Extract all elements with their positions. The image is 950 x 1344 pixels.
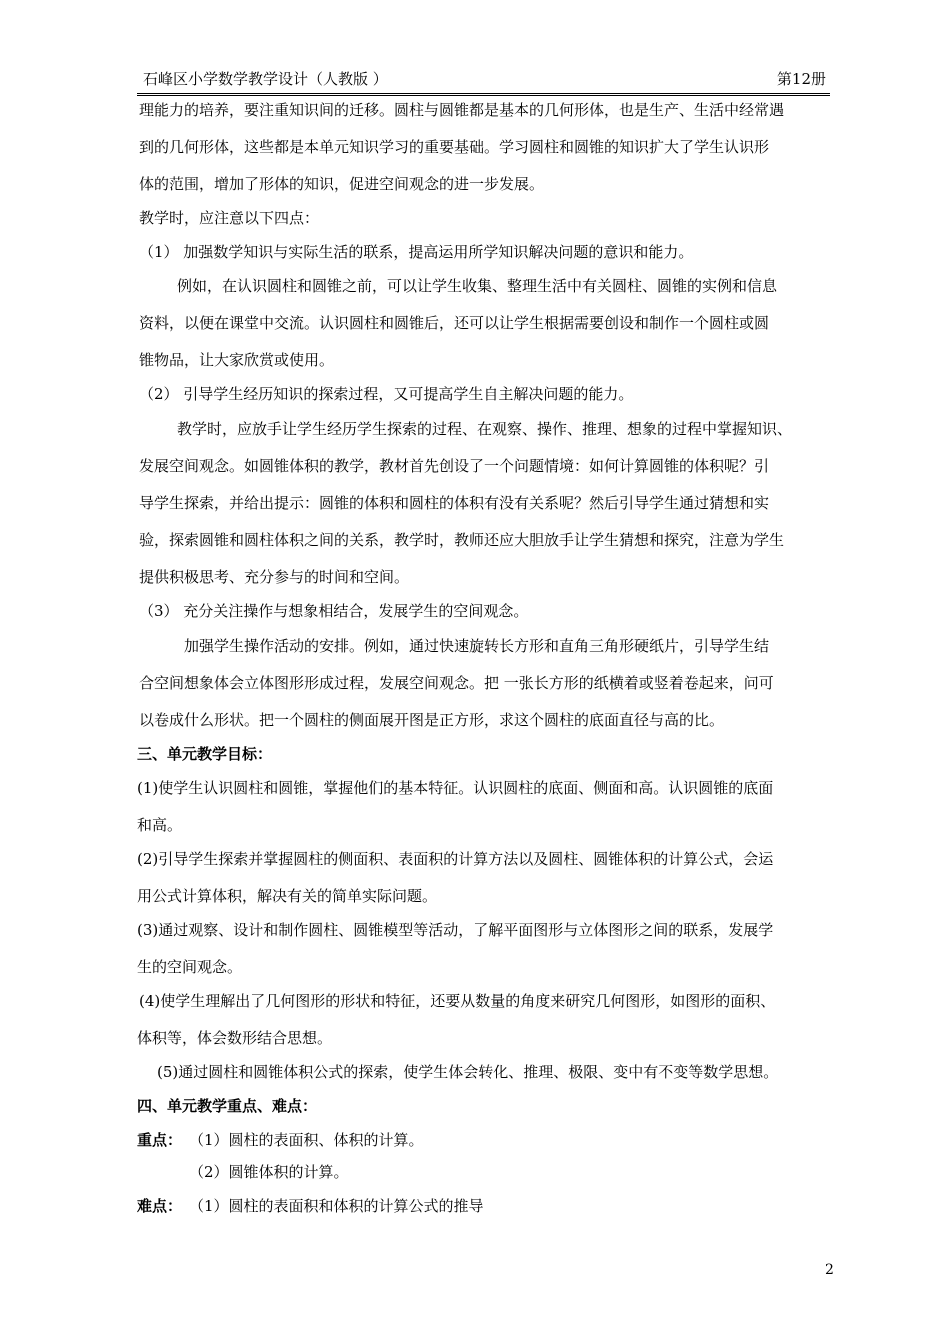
header-title: 石峰区小学数学教学设计（人教版 ） xyxy=(143,70,388,88)
header-volume: 第12册 xyxy=(776,70,826,88)
paragraph-line: (1)使学生认识圆柱和圆锥，掌握他们的基本特征。认识圆柱的底面、侧面和高。认识圆锥的底面 xyxy=(137,779,774,797)
paragraph-line: 加强学生操作活动的安排。例如，通过快速旋转长方形和直角三角形硬纸片，引导学生结 xyxy=(184,637,770,655)
difficulties-label: 难点： xyxy=(137,1197,183,1215)
list-item-heading: （1） 加强数学知识与实际生活的联系，提高运用所学知识解决问题的意识和能力。 xyxy=(139,243,694,261)
list-item-heading: （3） 充分关注操作与想象相结合，发展学生的空间观念。 xyxy=(139,602,529,620)
paragraph-line: 例如，在认识圆柱和圆锥之前，可以让学生收集、整理生活中有关圆柱、圆锥的实例和信息 xyxy=(177,277,778,295)
key-points-label: 重点： xyxy=(137,1131,183,1149)
paragraph-line: 发展空间观念。如圆锥体积的教学，教材首先创设了一个问题情境：如何计算圆锥的体积呢？引 xyxy=(139,457,770,475)
paragraph-line: 验，探索圆锥和圆柱体积之间的关系，教学时，教师还应大胆放手让学生猜想和探究，注意为学生 xyxy=(139,531,785,549)
section-heading: 三、单元教学目标： xyxy=(137,745,273,763)
paragraph-line: 用公式计算体积，解决有关的简单实际问题。 xyxy=(137,887,438,905)
paragraph-line: 到的几何形体，这些都是本单元知识学习的重要基础。学习圆柱和圆锥的知识扩大了学生认识形 xyxy=(139,138,770,156)
section-heading: 四、单元教学重点、难点： xyxy=(137,1097,318,1115)
list-item-heading: （2） 引导学生经历知识的探索过程，又可提高学生自主解决问题的能力。 xyxy=(139,385,634,403)
paragraph-line: 体积等，体会数形结合思想。 xyxy=(137,1029,333,1047)
paragraph-line: 合空间想象体会立体图形形成过程，发展空间观念。把 一张长方形的纸横着或竖着卷起来，问可 xyxy=(139,674,774,692)
paragraph-line: 教学时，应放手让学生经历学生探索的过程、在观察、操作、推理、想象的过程中掌握知识、 xyxy=(177,420,793,438)
paragraph-line: (2)引导学生探索并掌握圆柱的侧面积、表面积的计算方法以及圆柱、圆锥体积的计算公式，会运 xyxy=(137,850,774,868)
page-header xyxy=(137,64,830,94)
page-number: 2 xyxy=(825,1262,834,1278)
key-point-item: （2）圆锥体积的计算。 xyxy=(189,1163,349,1181)
paragraph-line: 体的范围，增加了形体的知识，促进空间观念的进一步发展。 xyxy=(139,175,545,193)
difficulty-item: （1）圆柱的表面积和体积的计算公式的推导 xyxy=(189,1197,484,1215)
paragraph-line: 教学时，应注意以下四点： xyxy=(139,209,320,227)
paragraph-line: (5)通过圆柱和圆锥体积公式的探索，使学生体会转化、推理、极限、变中有不变等数学思想。 xyxy=(157,1063,779,1081)
paragraph-line: 以卷成什么形状。把一个圆柱的侧面展开图是正方形，求这个圆柱的底面直径与高的比。 xyxy=(139,711,725,729)
paragraph-line: 资料，以便在课堂中交流。认识圆柱和圆锥后，还可以让学生根据需要创设和制作一个圆柱或圆 xyxy=(139,314,770,332)
paragraph-line: 和高。 xyxy=(137,816,183,834)
key-point-item: （1）圆柱的表面积、体积的计算。 xyxy=(189,1131,424,1149)
paragraph-line: 生的空间观念。 xyxy=(137,958,243,976)
paragraph-line: 锥物品，让大家欣赏或使用。 xyxy=(139,351,335,369)
header-rule xyxy=(137,93,830,96)
paragraph-line: (4)使学生理解出了几何图形的形状和特征，还要从数量的角度来研究几何图形，如图形的面积、 xyxy=(139,992,776,1010)
paragraph-line: 提供积极思考、充分参与的时间和空间。 xyxy=(139,568,410,586)
paragraph-line: 导学生探索，并给出提示：圆锥的体积和圆柱的体积有没有关系呢？然后引导学生通过猜想和实 xyxy=(139,494,770,512)
paragraph-line: 理能力的培养，要注重知识间的迁移。圆柱与圆锥都是基本的几何形体，也是生产、生活中经常遇 xyxy=(139,101,785,119)
paragraph-line: (3)通过观察、设计和制作圆柱、圆锥模型等活动，了解平面图形与立体图形之间的联系，发展学 xyxy=(137,921,774,939)
